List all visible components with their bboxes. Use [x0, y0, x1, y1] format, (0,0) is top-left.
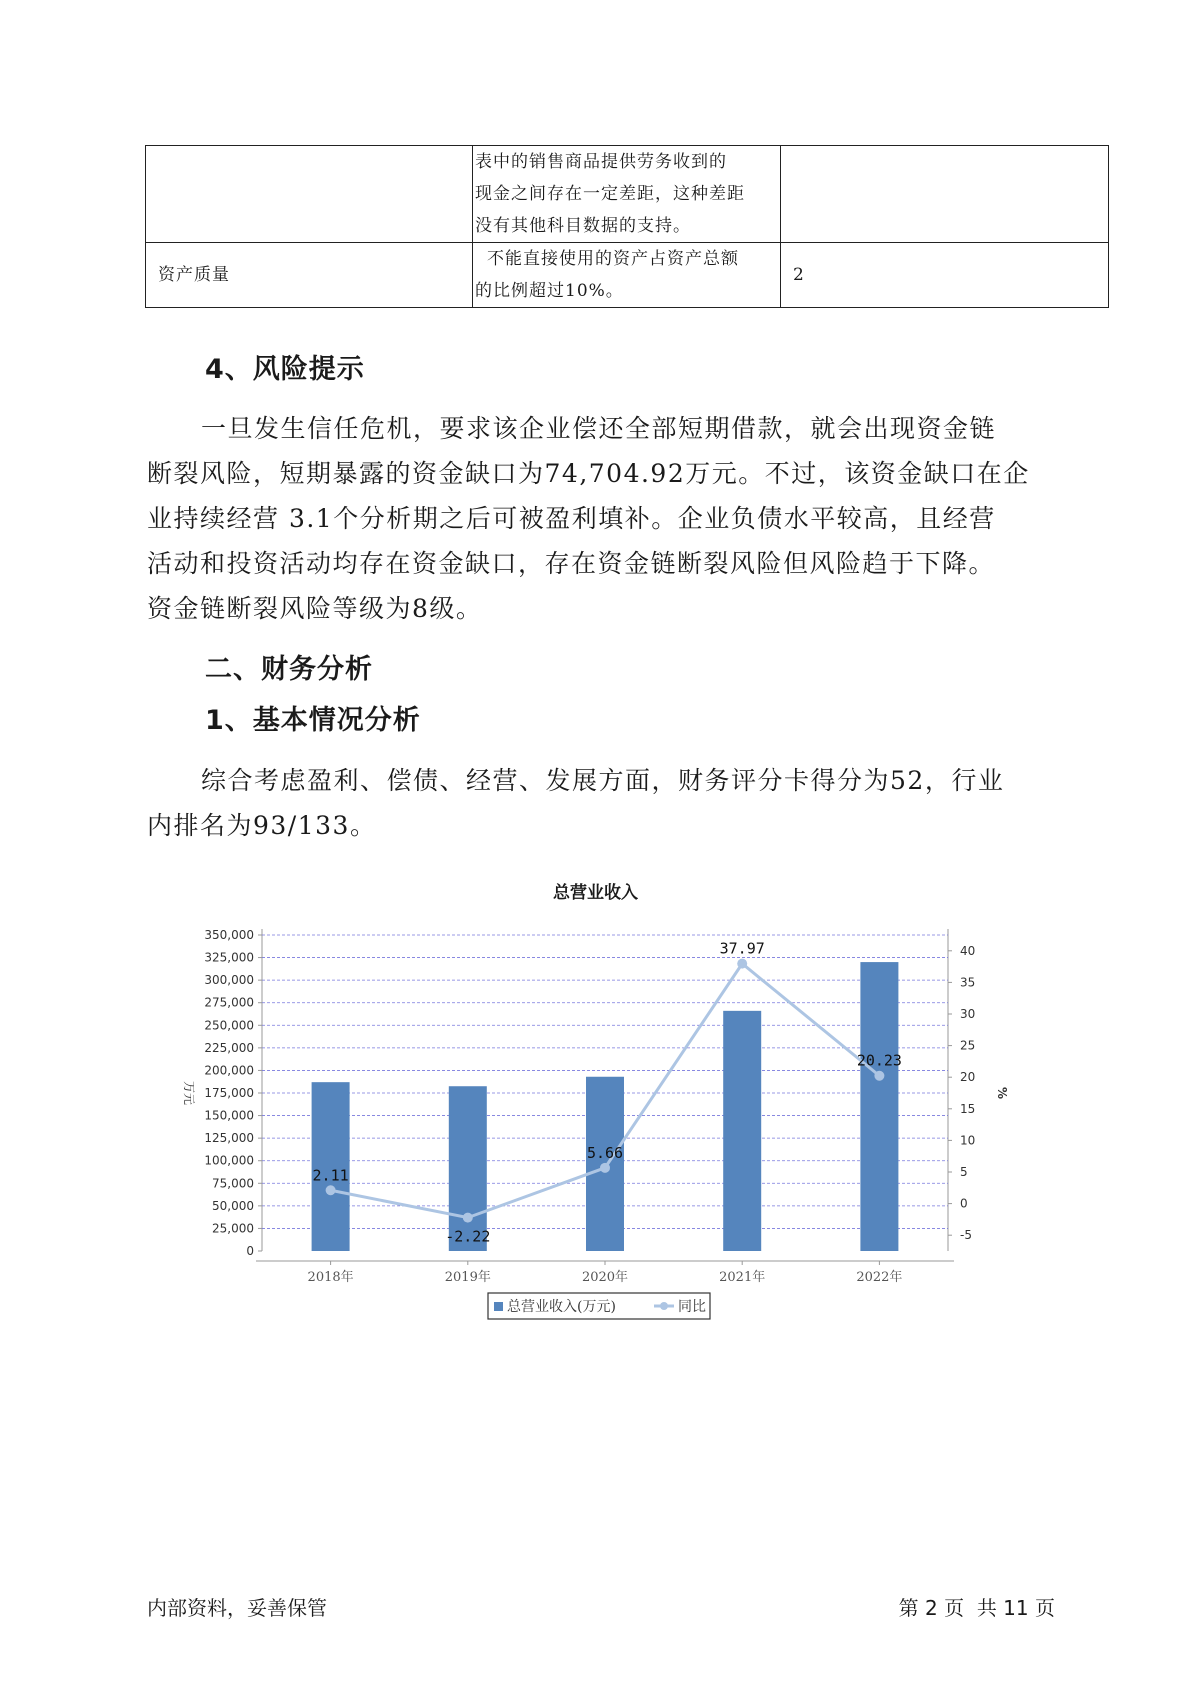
- paragraph-line: 综合考虑盈利、偿债、经营、发展方面，财务评分卡得分为52，行业: [201, 766, 1005, 795]
- legend-label: 总营业收入(万元): [507, 1299, 616, 1315]
- paragraph-line: 一旦发生信任危机，要求该企业偿还全部短期借款，就会出现资金链: [201, 414, 997, 443]
- y2-tick-label: 15: [960, 1101, 976, 1116]
- line-point: [326, 1185, 336, 1195]
- paragraph-line: 业持续经营 3.1个分析期之后可被盈利填补。企业负债水平较高，且经营: [147, 504, 996, 533]
- legend-label: 同比: [678, 1299, 706, 1315]
- cell-line: 的比例超过10%。: [475, 281, 624, 301]
- y2-tick-label: 30: [960, 1007, 976, 1021]
- section-heading: 二、财务分析: [205, 654, 373, 685]
- y-tick-label: 175,000: [204, 1086, 254, 1100]
- y2-tick-label: 35: [960, 975, 976, 990]
- y-tick-label: 150,000: [204, 1108, 254, 1123]
- y-tick-label: 50,000: [212, 1198, 254, 1213]
- y-tick-label: 275,000: [204, 995, 254, 1010]
- table-row: [146, 243, 1109, 308]
- y-tick-label: 200,000: [204, 1063, 254, 1078]
- y-tick-label: 0: [246, 1244, 254, 1258]
- table-cell: [781, 146, 1109, 243]
- table-cell: [146, 146, 473, 243]
- y-tick-label: 25,000: [212, 1221, 254, 1236]
- indicator-table: [145, 145, 1109, 308]
- y2-tick-label: 5: [960, 1165, 968, 1179]
- y2-tick-label: 40: [960, 943, 976, 958]
- chart-title: 总营业收入: [553, 883, 638, 903]
- line-point: [874, 1071, 884, 1081]
- x-tick-label: 2019年: [444, 1270, 491, 1285]
- data-label: -2.22: [445, 1227, 491, 1246]
- x-tick-label: 2020年: [581, 1270, 629, 1285]
- subsection-heading: 1、基本情况分析: [205, 705, 421, 736]
- bar: [860, 962, 898, 1251]
- y-tick-label: 300,000: [204, 973, 254, 988]
- y-tick-label: 100,000: [204, 1153, 254, 1168]
- table-cell-category: 资产质量: [146, 243, 473, 308]
- data-label: 5.66: [586, 1143, 624, 1162]
- line-point: [737, 959, 747, 969]
- y-tick-label: 250,000: [204, 1018, 254, 1033]
- y2-tick-label: -5: [960, 1228, 972, 1243]
- risk-paragraph: [147, 406, 1052, 631]
- y-tick-label: 225,000: [204, 1040, 254, 1055]
- table-cell-description: [473, 146, 781, 243]
- y-tick-label: 125,000: [204, 1131, 254, 1146]
- y2-axis-title: %: [995, 1086, 1009, 1100]
- y-axis-title: 万元: [182, 1080, 196, 1106]
- bar: [723, 1011, 761, 1251]
- cell-line: 现金之间存在一定差距，这种差距: [475, 184, 745, 204]
- paragraph-line: 资金链断裂风险等级为8级。: [147, 594, 483, 623]
- table-cell-score: 2: [781, 243, 1109, 308]
- basic-paragraph: [147, 758, 1052, 848]
- cell-line: 没有其他科目数据的支持。: [475, 216, 691, 236]
- legend-swatch-bar: [494, 1302, 503, 1311]
- paragraph-line: 内排名为93/133。: [147, 811, 377, 840]
- footer-page-number: 第 2 页 共 11 页: [898, 1596, 1055, 1620]
- x-tick-label: 2018年: [307, 1270, 354, 1285]
- y2-tick-label: 0: [960, 1196, 968, 1211]
- cell-line: 不能直接使用的资产占资产总额: [487, 249, 739, 269]
- y2-tick-label: 10: [960, 1133, 976, 1148]
- data-label: 2.11: [312, 1166, 349, 1185]
- revenue-chart: [170, 905, 1020, 1335]
- table-row: [146, 146, 1109, 243]
- y2-tick-label: 20: [960, 1070, 976, 1085]
- paragraph-line: 活动和投资活动均存在资金缺口，存在资金链断裂风险但风险趋于下降。: [147, 549, 996, 578]
- section-heading: 4、风险提示: [205, 354, 365, 385]
- line-point: [463, 1213, 473, 1223]
- data-label: 37.97: [719, 939, 765, 958]
- x-tick-label: 2022年: [856, 1270, 903, 1285]
- y-tick-label: 75,000: [212, 1176, 254, 1191]
- legend-swatch-point: [660, 1302, 668, 1310]
- y-tick-label: 325,000: [204, 950, 254, 965]
- line-point: [600, 1163, 610, 1173]
- cell-line: 表中的销售商品提供劳务收到的: [475, 152, 727, 172]
- table-cell-description: [473, 243, 781, 308]
- footer-confidential: 内部资料，妥善保管: [147, 1596, 327, 1620]
- y2-tick-label: 25: [960, 1038, 976, 1053]
- paragraph-line: 断裂风险，短期暴露的资金缺口为74,704.92万元。不过，该资金缺口在企: [147, 459, 1030, 488]
- y-tick-label: 350,000: [204, 928, 254, 942]
- x-tick-label: 2021年: [719, 1270, 766, 1285]
- data-label: 20.23: [856, 1051, 902, 1070]
- bar: [449, 1086, 487, 1251]
